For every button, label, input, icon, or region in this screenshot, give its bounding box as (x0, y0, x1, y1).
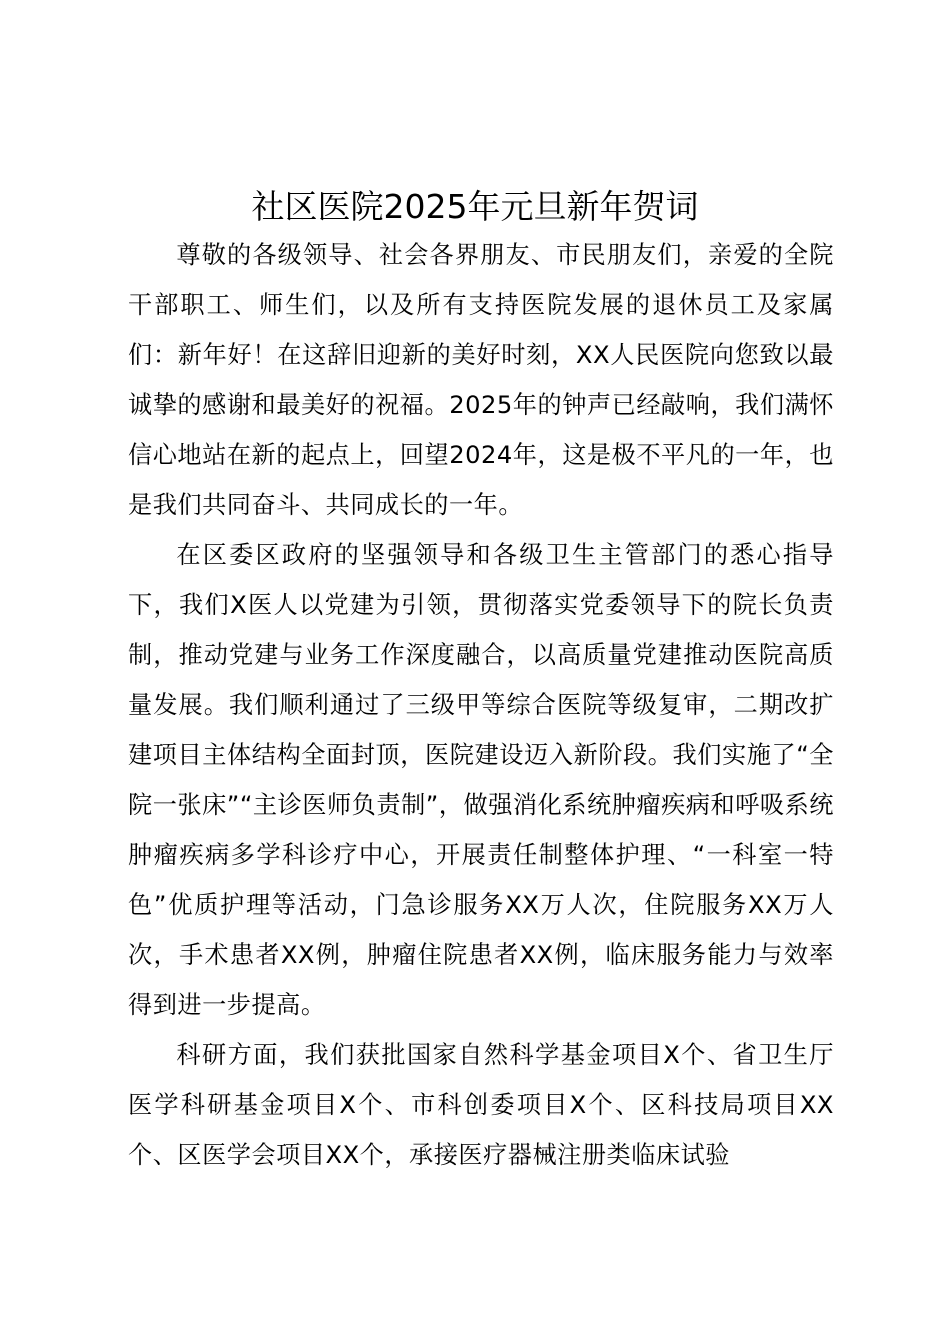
paragraph-research: 科研方面，我们获批国家自然科学基金项目X个、省卫生厅医学科研基金项目X个、市科创委项目X个、区科技局项目XX个、区医学会项目XX个，承接医疗器械注册类临床试验 (128, 1041, 834, 1169)
paragraph-achievements: 在区委区政府的坚强领导和各级卫生主管部门的悉心指导下，我们X医人以党建为引领，贯彻落实党委领导下的院长负责制，推动党建与业务工作深度融合，以高质量党建推动医院高质量发展。我们顺利通过了三级甲等综合医院等级复审，二期改扩建项目主体结构全面封顶，医院建设迈入新阶段。我们实施了“全院一张床”“主诊医师负责制”，做强消化系统肿瘤疾病和呼吸系统肿瘤疾病多学科诊疗中心，开展责任制整体护理、“一科室一特色”优质护理等活动，门急诊服务XX万人次，住院服务XX万人次，手术患者XX例，肿瘤住院患者XX例，临床服务能力与效率得到进一步提高。 (128, 541, 834, 1019)
document-body (128, 230, 834, 1180)
paragraph-greeting: 尊敬的各级领导、社会各界朋友、市民朋友们，亲爱的全院干部职工、师生们，以及所有支持医院发展的退休员工及家属们：新年好！在这辞旧迎新的美好时刻，XX人民医院向您致以最诚挚的感谢和最美好的祝福。2025年的钟声已经敲响，我们满怀信心地站在新的起点上，回望2024年，这是极不平凡的一年，也是我们共同奋斗、共同成长的一年。 (128, 241, 834, 519)
document-title: 社区医院2025年元旦新年贺词 (251, 187, 699, 226)
